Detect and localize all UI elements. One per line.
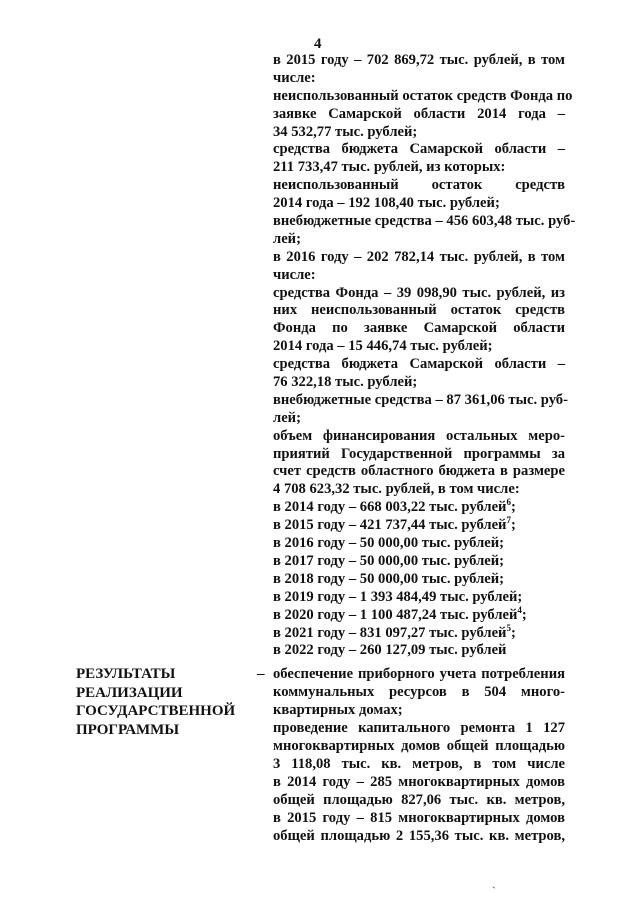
text-line-content: приятий Государственной программы за xyxy=(273,445,565,462)
text-line xyxy=(273,124,565,142)
text-line-content: в 2014 году – 668 003,22 тыс. рублей xyxy=(273,499,507,516)
text-line-content: в 2021 году – 831 097,27 тыс. рублей xyxy=(273,624,507,641)
text-line-content: средства бюджета Самарской области – xyxy=(273,141,565,158)
text-line-content: 4 708 623,32 тыс. рублей, в том числе: xyxy=(273,481,520,498)
text-line xyxy=(273,356,565,374)
text-line xyxy=(273,231,565,249)
text-line xyxy=(273,791,565,809)
footnote-marker: 4 xyxy=(517,604,522,615)
text-line xyxy=(273,159,565,177)
text-line xyxy=(273,604,565,625)
text-line xyxy=(273,737,565,755)
text-line-content: Фонда по заявке Самарской области xyxy=(273,320,565,337)
text-line xyxy=(273,267,565,285)
results-label-line: ГОСУДАРСТВЕННОЙ xyxy=(76,703,236,720)
text-line xyxy=(273,827,565,845)
text-line xyxy=(273,428,565,446)
text-line-content: в 2015 году – 421 737,44 тыс. рублей xyxy=(273,517,507,534)
text-line-content: 211 733,47 тыс. рублей, из которых: xyxy=(273,159,506,176)
text-line-content: в 2019 году – 1 393 484,49 тыс. рублей; xyxy=(273,588,523,605)
text-line-content: объем финансирования остальных меро- xyxy=(273,427,565,444)
funding-text-block xyxy=(273,52,576,660)
text-line-content: 34 532,77 тыс. рублей; xyxy=(273,123,418,140)
text-line xyxy=(273,213,576,231)
text-line-content: многоквартирных домов общей площадью xyxy=(273,738,565,754)
text-line-content: лей; xyxy=(273,409,301,426)
text-line xyxy=(273,446,565,464)
trailing-punctuation: ; xyxy=(510,624,516,641)
footnote-marker: 5 xyxy=(506,622,511,633)
text-line-content: счет средств областного бюджета в размере xyxy=(273,463,565,480)
text-line-content: общей площадью 827,06 тыс. кв. метров, xyxy=(273,792,565,808)
text-line xyxy=(273,773,565,791)
results-label-line: ПРОГРАММЫ xyxy=(76,721,180,738)
text-line-content: коммунальных ресурсов в 504 много- xyxy=(273,684,565,700)
text-line-content: 76 322,18 тыс. рублей; xyxy=(273,374,418,391)
text-line xyxy=(273,410,565,428)
text-line-content: 2014 года – 15 446,74 тыс. рублей; xyxy=(273,338,493,355)
text-line xyxy=(273,553,565,571)
text-line xyxy=(273,70,565,88)
text-line-content: них неиспользованный остаток средств xyxy=(273,302,565,319)
text-line xyxy=(273,622,565,643)
text-line xyxy=(273,141,565,159)
text-line xyxy=(273,391,568,410)
footnote-marker: 6 xyxy=(506,497,511,508)
text-line-content: внебюджетные средства – 456 603,48 тыс. руб- xyxy=(273,213,576,230)
text-line xyxy=(273,285,565,303)
text-line xyxy=(273,665,565,683)
text-line xyxy=(273,52,565,70)
footnote-marker: 7 xyxy=(506,515,511,526)
text-line xyxy=(273,683,565,701)
results-text-block xyxy=(273,665,565,845)
text-line xyxy=(273,87,573,106)
text-line xyxy=(273,463,565,481)
text-line xyxy=(273,499,565,517)
text-line xyxy=(273,755,565,773)
text-line-content: неиспользованный остаток средств xyxy=(273,177,565,194)
text-line xyxy=(273,719,565,737)
trailing-punctuation: ; xyxy=(521,606,527,623)
text-line-content: числе: xyxy=(273,266,316,283)
text-line-content: проведение капитального ремонта 1 127 xyxy=(273,720,565,736)
text-line-content: в 2022 году – 260 127,09 тыс. рублей xyxy=(273,642,507,659)
text-line-content: общей площадью 2 155,36 тыс. кв. метров, xyxy=(273,828,565,844)
text-line-content: средства бюджета Самарской области – xyxy=(273,356,565,373)
text-line xyxy=(273,106,565,124)
text-line-content: в 2014 году – 285 многоквартирных домов xyxy=(273,774,565,790)
results-label xyxy=(76,665,246,739)
page-number: 4 xyxy=(314,36,322,52)
text-line xyxy=(273,177,565,195)
text-line xyxy=(273,338,565,356)
results-label-line: РЕАЛИЗАЦИИ xyxy=(76,684,183,701)
text-line xyxy=(273,809,565,827)
text-line xyxy=(273,195,565,213)
text-line-content: лей; xyxy=(273,230,301,247)
text-line xyxy=(273,535,565,553)
text-line xyxy=(273,481,565,499)
text-line xyxy=(273,374,565,392)
text-line xyxy=(273,249,565,267)
text-line-content: в 2020 году – 1 100 487,24 тыс. рублей xyxy=(273,606,518,623)
text-line-content: в 2015 году – 815 многоквартирных домов xyxy=(273,810,565,826)
results-dash: – xyxy=(257,666,265,682)
text-line-content: в 2016 году – 202 782,14 тыс. рублей, в том xyxy=(273,248,565,265)
text-line xyxy=(273,517,565,535)
text-line xyxy=(273,320,565,338)
text-line-content: обеспечение приборного учета потребления xyxy=(273,666,565,682)
text-line xyxy=(273,571,565,589)
text-line-content: средства Фонда – 39 098,90 тыс. рублей, из xyxy=(273,284,565,301)
text-line-content: в 2018 году – 50 000,00 тыс. рублей; xyxy=(273,570,505,587)
text-line-content: в 2015 году – 702 869,72 тыс. рублей, в том xyxy=(273,52,565,68)
text-line xyxy=(273,302,565,320)
text-line-content: неиспользованный остаток средств Фонда по xyxy=(273,87,573,104)
text-line xyxy=(273,701,565,719)
text-line-content: 3 118,08 тыс. кв. метров, в том числе xyxy=(273,756,565,772)
results-label-line: РЕЗУЛЬТАТЫ xyxy=(76,666,176,682)
text-line xyxy=(273,642,565,660)
stray-mark: ` xyxy=(492,884,496,898)
text-line-content: заявке Самарской области 2014 года – xyxy=(273,105,565,122)
text-line-content: в 2016 году – 50 000,00 тыс. рублей; xyxy=(273,535,505,552)
trailing-punctuation: ; xyxy=(510,517,516,534)
text-line-content: внебюджетные средства – 87 361,06 тыс. руб- xyxy=(273,391,568,408)
text-line-content: в 2017 году – 50 000,00 тыс. рублей; xyxy=(273,552,505,569)
text-line-content: 2014 года – 192 108,40 тыс. рублей; xyxy=(273,195,500,212)
text-line-content: числе: xyxy=(273,69,316,86)
trailing-punctuation: ; xyxy=(510,499,516,516)
text-line-content: квартирных домах; xyxy=(273,702,403,718)
